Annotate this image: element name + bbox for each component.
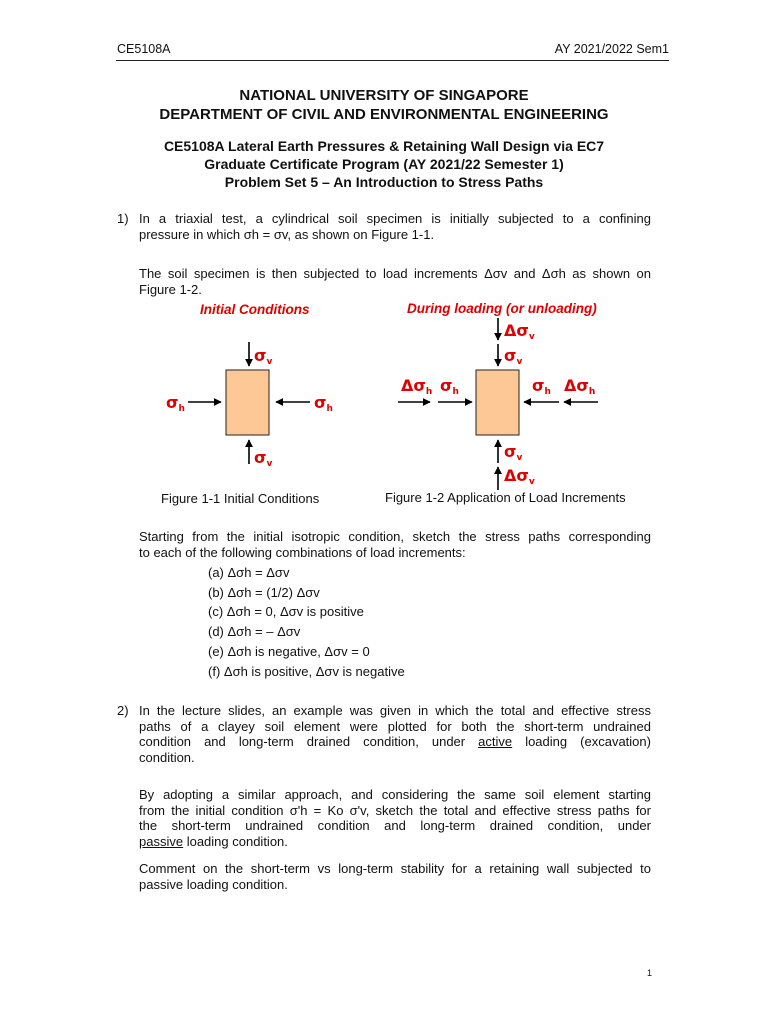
- soil-specimen-loaded: [476, 370, 519, 435]
- figure-1-1-caption: Figure 1-1 Initial Conditions: [161, 491, 320, 506]
- q2-paragraph-2: [139, 787, 651, 849]
- q2-passive-word: passive: [139, 833, 184, 849]
- label-delta-sigma-h-left: Δσh: [401, 376, 433, 397]
- label-sigma-h-left: σh: [440, 376, 459, 397]
- q1-paragraph-1: [139, 211, 651, 242]
- q2-paragraph-3: [139, 861, 651, 892]
- q2-p1-line3: [139, 734, 651, 750]
- university-title: NATIONAL UNIVERSITY OF SINGAPORE: [239, 87, 529, 104]
- q1-number: 1): [117, 211, 129, 226]
- label-sigma-v-top: σv: [254, 346, 273, 367]
- soil-specimen-initial: [226, 370, 269, 435]
- case-b: (b) Δσh = (1/2) Δσv: [208, 585, 320, 600]
- q2-p2-line1: By adopting a similar approach, and considering the same soil element starting: [139, 787, 651, 802]
- q1-p3-line1: Starting from the initial isotropic condition, sketch the stress paths corresponding: [139, 529, 651, 544]
- figure-2-heading: During loading (or unloading): [407, 301, 597, 316]
- figure-1-2-caption: Figure 1-2 Application of Load Increments: [385, 490, 626, 505]
- q1-p1-line1: In a triaxial test, a cylindrical soil specimen is initially subjected to a confining: [139, 211, 651, 226]
- case-e: (e) Δσh is negative, Δσv = 0: [208, 644, 370, 659]
- label-delta-sigma-v-bottom: Δσv: [504, 466, 535, 487]
- q2-active-word: active: [478, 734, 513, 749]
- q2-p2-line4: [139, 834, 651, 850]
- label-sigma-v-bottom: σv: [504, 442, 523, 463]
- header-rule: [116, 60, 669, 61]
- q1-p2-line1: The soil specimen is then subjected to load increments Δσv and Δσh as shown on: [139, 266, 651, 281]
- problem-set-title: Problem Set 5 – An Introduction to Stress Paths: [224, 174, 544, 190]
- q2-p3-line2: passive loading condition.: [139, 876, 288, 892]
- department-title: DEPARTMENT OF CIVIL AND ENVIRONMENTAL ENGINEERING: [159, 106, 609, 123]
- case-f: (f) Δσh is positive, Δσv is negative: [208, 664, 405, 679]
- q2-p1-line4: condition.: [139, 749, 195, 765]
- program-title: Graduate Certificate Program (AY 2021/22 Semester 1): [204, 156, 564, 172]
- figure-1-heading: Initial Conditions: [200, 302, 310, 317]
- label-sigma-h-left: σh: [166, 393, 185, 414]
- label-delta-sigma-v-top: Δσv: [504, 321, 535, 342]
- label-sigma-h-right: σh: [314, 393, 333, 414]
- q2-p1-line3-a: condition and long-term drained condition, under: [139, 734, 466, 749]
- q1-p2-line2: Figure 1-2.: [139, 281, 202, 297]
- label-delta-sigma-h-right: Δσh: [564, 376, 596, 397]
- course-title: CE5108A Lateral Earth Pressures & Retaining Wall Design via EC7: [163, 138, 605, 154]
- label-sigma-h-right: σh: [532, 376, 551, 397]
- label-sigma-v-bottom: σv: [254, 448, 273, 469]
- q1-p3-line2: to each of the following combinations of load increments:: [139, 544, 466, 560]
- q2-paragraph-1: [139, 703, 651, 765]
- q2-p1-line3-b: loading (excavation): [525, 734, 651, 749]
- case-c: (c) Δσh = 0, Δσv is positive: [208, 604, 364, 619]
- q2-p1-line2: paths of a clayey soil element were plotted for both the short-term undrained: [139, 718, 651, 734]
- q1-p1-line2: pressure in which σh = σv, as shown on Figure 1-1.: [139, 226, 435, 242]
- header-term: AY 2021/2022 Sem1: [554, 42, 669, 56]
- case-a: (a) Δσh = Δσv: [208, 565, 290, 580]
- label-sigma-v-top: σv: [504, 346, 523, 367]
- figure-1-1-diagram: [150, 330, 370, 490]
- q1-paragraph-3: [139, 529, 651, 560]
- q1-paragraph-2: [139, 266, 651, 297]
- q2-p2-line2: from the initial condition σ'h = Ko σ'v, sketch the total and effective stress paths for: [139, 802, 651, 818]
- page-number: 1: [647, 968, 653, 978]
- q2-p2-line3: the short-term undrained condition and long-term drained condition, under: [139, 818, 651, 833]
- q2-p2-line4-b: loading condition.: [186, 833, 288, 849]
- q2-p3-line1: Comment on the short-term vs long-term stability for a retaining wall subjected to: [139, 861, 651, 876]
- header-course-code: CE5108A: [117, 42, 171, 56]
- q2-number: 2): [117, 703, 129, 718]
- q2-p1-line1: In the lecture slides, an example was given in which the total and effective stress: [139, 703, 651, 718]
- figure-1-2-diagram: [390, 314, 620, 496]
- case-d: (d) Δσh = – Δσv: [208, 624, 301, 639]
